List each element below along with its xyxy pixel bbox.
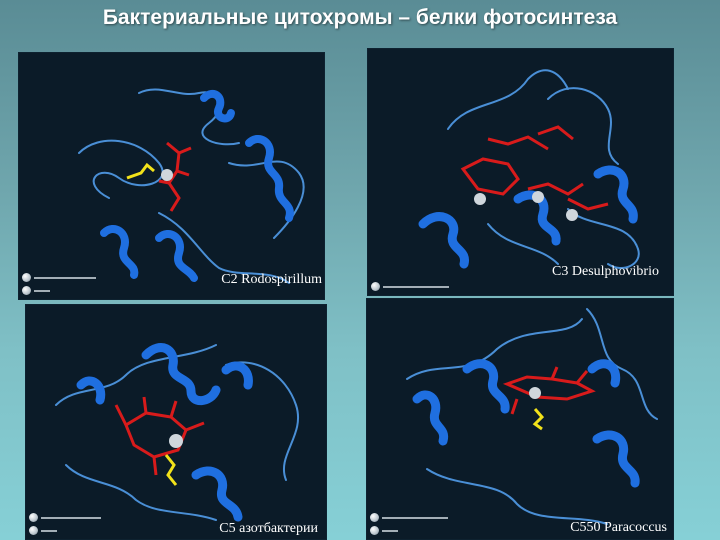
iron-atom [529, 387, 541, 399]
structure-legend [29, 513, 101, 535]
panel-caption: C3 Desulphovibrio [552, 264, 659, 279]
structure-legend [371, 282, 449, 291]
iron-atom [474, 193, 486, 205]
protein-structure-c550 [367, 299, 673, 539]
protein-structure-c3 [368, 49, 673, 295]
protein-image-c550 [366, 298, 674, 540]
legend-icon [370, 513, 379, 522]
legend-icon [29, 526, 38, 535]
slide-title: Бактериальные цитохромы – белки фотосинтеза [102, 6, 618, 29]
panel-caption: C2 Rodospirillum [221, 272, 322, 287]
iron-atom [532, 191, 544, 203]
legend-text [41, 530, 57, 532]
structure-legend [370, 513, 448, 535]
legend-icon [29, 513, 38, 522]
legend-icon [22, 273, 31, 282]
legend-text [41, 517, 101, 519]
protein-image-c3 [367, 48, 674, 296]
protein-image-c2 [18, 52, 325, 300]
panel-caption: C5 азотбактерии [219, 521, 318, 536]
legend-text [382, 517, 448, 519]
protein-structure-c2 [19, 53, 324, 299]
legend-icon [22, 286, 31, 295]
iron-atom [169, 434, 183, 448]
legend-text [34, 290, 50, 292]
protein-structure-c5 [26, 305, 326, 539]
protein-image-c5 [25, 304, 327, 540]
legend-text [382, 530, 398, 532]
legend-icon [371, 282, 380, 291]
legend-icon [370, 526, 379, 535]
iron-atom [566, 209, 578, 221]
structure-legend [22, 273, 96, 295]
legend-text [383, 286, 449, 288]
panel-caption: C550 Paracoccus [570, 520, 667, 535]
iron-atom [161, 169, 173, 181]
legend-text [34, 277, 96, 279]
